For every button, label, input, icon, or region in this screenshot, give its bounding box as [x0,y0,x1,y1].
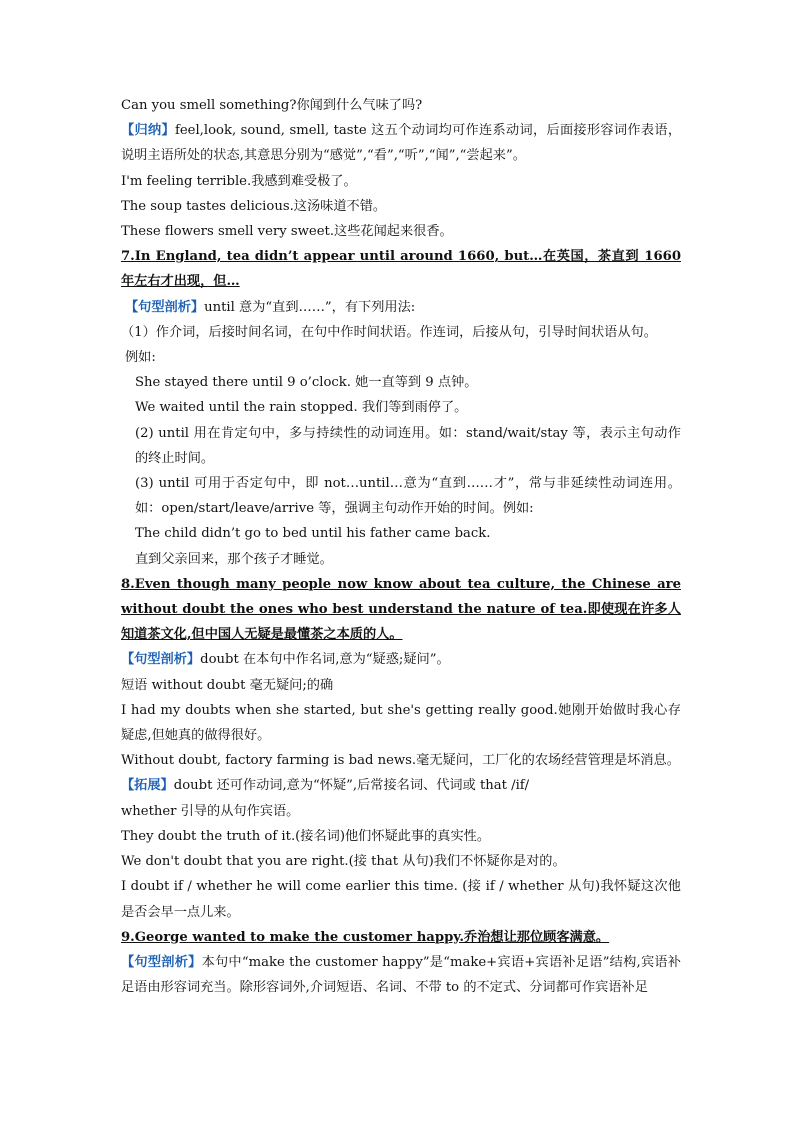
usage-paragraph: （1）作介词，后接时间名词，在句中作时间状语。作连词，后接从句，引导时间状语从句。 [121,324,657,340]
analysis-tag: 【句型剖析】 [121,652,201,668]
example-sentence: She stayed there until 9 o’clock. 她一直等到 9 点钟。 [135,375,478,391]
summary-tag: 【归纳】 [121,123,175,139]
example-sentence: They doubt the truth of it.(接名词)他们怀疑此事的真实性。 [121,828,491,844]
example-label: 例如: [125,350,156,366]
section-heading-7: 7.In England, tea didn’t appear until around 1660, but…在英国，茶直到 1660 年左右才出现，但… [121,249,681,290]
extension-tag: 【拓展】 [121,778,174,794]
analysis-paragraph: 【句型剖析】doubt 在本句中作名词,意为“疑惑;疑问”。 [121,652,450,668]
analysis-tag: 【句型剖析】 [121,954,202,970]
example-sentence: I had my doubts when she started, but she's getting really good.她刚开始做时我心存疑虑,但她真的做得很好。 [121,702,681,744]
example-sentence: I'm feeling terrible.我感到难受极了。 [121,173,357,189]
extension-continuation: whether 引导的从句作宾语。 [121,803,300,819]
example-sentence: I doubt if / whether he will come earlier this time. (接 if / whether 从句)我怀疑这次他是否会早一点儿来。 [121,879,681,920]
summary-paragraph: 【归纳】feel,look, sound, smell, taste 这五个动词均可作连系动词，后面接形容词作表语，说明主语所处的状态,其意思分别为“感觉”,“看”,“听”,“闻”,“尝起来”。 [121,123,682,164]
section-heading-8: 8.Even though many people now know about tea culture, the Chinese are without doubt the ones who best understand the nature of tea.即使现在许多人知道茶文化,但中国人无疑是最懂茶之本质的人。 [121,576,681,643]
example-sentence: The child didn’t go to bed until his father came back. [135,526,491,542]
usage-paragraph: (2) until 用在肯定句中，多与持续性的动词连用。如：stand/wait/stay 等，表示主句动作的终止时间。 [135,425,681,466]
example-translation: 直到父亲回来，那个孩子才睡觉。 [135,551,333,567]
section-heading-9: 9.George wanted to make the customer happy.乔治想让那位顾客满意。 [121,929,610,945]
analysis-paragraph: 【句型剖析】until 意为“直到……”，有下列用法: [125,299,416,315]
example-sentence: We don't doubt that you are right.(接 that 从句)我们不怀疑你是对的。 [121,854,566,870]
extension-paragraph: 【拓展】doubt 还可作动词,意为“怀疑”,后常接名词、代词或 that /if/ [121,778,530,794]
analysis-paragraph: 【句型剖析】本句中“make the customer happy”是“make+宾语+宾语补足语”结构,宾语补足语由形容词充当。除形容词外,介词短语、名词、不带 to 的不定式、分词都可作宾语补足 [121,954,681,996]
example-sentence: We waited until the rain stopped. 我们等到雨停了。 [135,400,468,416]
document-body [121,93,681,1000]
example-sentence: These flowers smell very sweet.这些花闻起来很香。 [121,224,453,240]
phrase-line: 短语 without doubt 毫无疑问;的确 [121,677,334,693]
usage-paragraph: (3) until 可用于否定句中，即 not…until…意为“直到……才”，常与非延续性动词连用。如：open/start/leave/arrive 等，强调主句动作开始的时间。例如: [135,476,681,517]
example-sentence: Can you smell something?你闻到什么气味了吗? [121,98,423,113]
example-sentence: The soup tastes delicious.这汤味道不错。 [121,198,387,214]
example-sentence: Without doubt, factory farming is bad news.毫无疑问，工厂化的农场经营管理是坏消息。 [121,753,680,769]
analysis-tag: 【句型剖析】 [125,299,205,315]
